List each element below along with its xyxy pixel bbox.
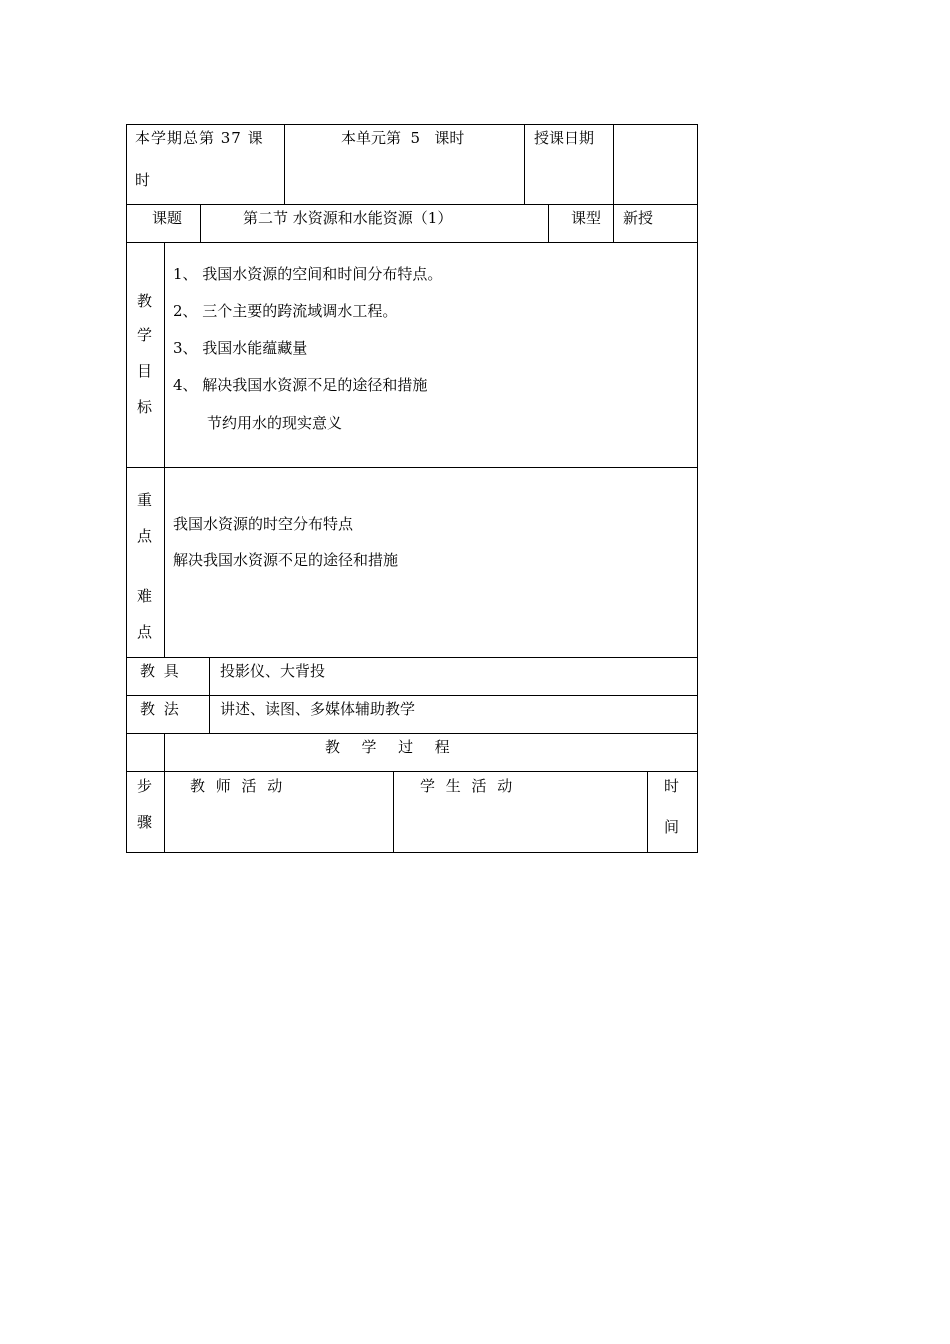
objective-item: 1、 我国水资源的空间和时间分布特点。 <box>173 265 443 283</box>
lesson-type-value: 新授 <box>623 209 654 227</box>
topic-label: 课题 <box>152 209 183 227</box>
key-points-label-char: 重 <box>137 491 153 509</box>
step-label-char: 步 <box>137 777 153 795</box>
step-label-char: 骤 <box>137 813 153 831</box>
row-divider <box>126 695 698 696</box>
student-activity-label: 学 生 活 动 <box>420 777 516 795</box>
row-divider <box>126 242 698 243</box>
period-total-line1: 本学期总第 37 课 <box>135 129 264 147</box>
teacher-activity-label: 教 师 活 动 <box>190 777 286 795</box>
col-divider <box>613 124 614 204</box>
date-label: 授课日期 <box>534 129 595 147</box>
col-divider <box>200 204 201 242</box>
unit-period: 本单元第 5 课时 <box>341 129 465 147</box>
table-border-left <box>126 124 127 852</box>
key-point-item: 我国水资源的时空分布特点 <box>173 515 354 533</box>
key-point-item: 解决我国水资源不足的途径和措施 <box>173 551 399 569</box>
objectives-label-char: 学 <box>137 326 153 344</box>
key-points-label-char: 难 <box>137 587 153 605</box>
objective-item: 2、 三个主要的跨流域调水工程。 <box>173 302 398 320</box>
col-divider <box>393 771 394 852</box>
objectives-label-char: 目 <box>137 362 153 380</box>
table-border-right <box>697 124 698 852</box>
process-title: 教 学 过 程 <box>325 738 454 756</box>
row-divider <box>126 733 698 734</box>
objective-item: 4、 解决我国水资源不足的途径和措施 <box>173 376 428 394</box>
col-divider <box>209 657 210 733</box>
tools-value: 投影仪、大背投 <box>220 662 326 680</box>
col-divider <box>164 733 165 852</box>
methods-value: 讲述、读图、多媒体辅助教学 <box>220 700 416 718</box>
row-divider <box>126 771 698 772</box>
key-points-label-char: 点 <box>137 527 153 545</box>
time-label-char: 时 <box>664 777 680 795</box>
col-divider <box>647 771 648 852</box>
lesson-type-label: 课型 <box>571 209 602 227</box>
objectives-label-char: 教 <box>137 292 153 310</box>
period-total-line2: 时 <box>135 171 151 189</box>
col-divider <box>524 124 525 204</box>
col-divider <box>613 204 614 242</box>
row-divider <box>126 467 698 468</box>
tools-label: 教 具 <box>140 662 181 680</box>
objective-item: 节约用水的现实意义 <box>207 414 343 432</box>
table-border-bottom <box>126 852 698 853</box>
objectives-label-char: 标 <box>137 398 153 416</box>
objective-item: 3、 我国水能蕴藏量 <box>173 339 308 357</box>
time-label-char: 间 <box>664 818 680 836</box>
col-divider <box>548 204 549 242</box>
methods-label: 教 法 <box>140 700 181 718</box>
row-divider <box>126 657 698 658</box>
col-divider <box>164 242 165 657</box>
topic-value: 第二节 水资源和水能资源（1） <box>243 209 453 227</box>
col-divider <box>284 124 285 204</box>
key-points-label-char: 点 <box>137 623 153 641</box>
